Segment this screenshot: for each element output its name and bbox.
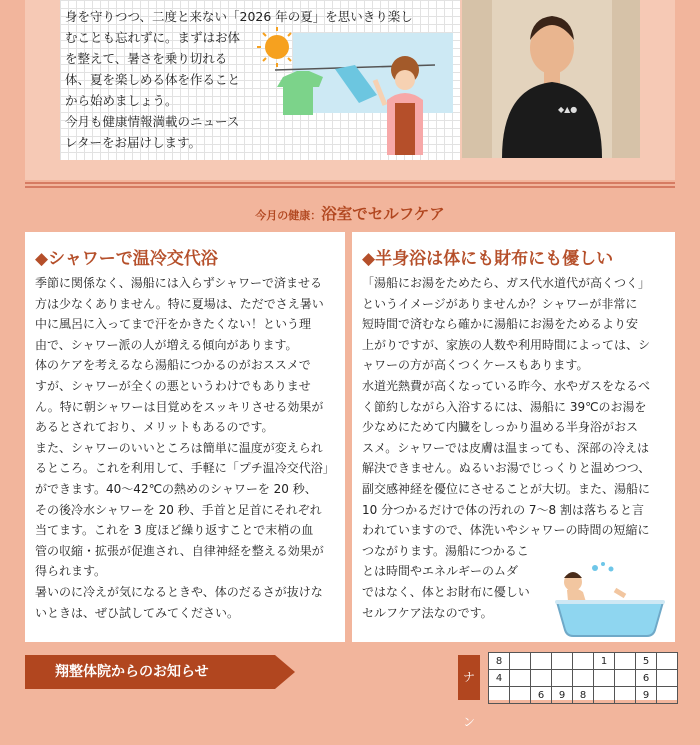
sudoku-cell bbox=[510, 670, 531, 687]
puzzle-label: ナン bbox=[458, 655, 480, 700]
sudoku-cell bbox=[552, 653, 573, 670]
article-line: 得られます。 bbox=[35, 564, 107, 579]
article-line: つながります。湯船につかるこ bbox=[362, 543, 529, 558]
article-line: 10 分つかるだけで体の汚れの 7～8 割は落ちると言 bbox=[362, 502, 644, 517]
article-line: ん。特に朝シャワーは目覚めをスッキリさせる効果が bbox=[35, 399, 324, 414]
sudoku-cell: 8 bbox=[489, 653, 510, 670]
intro-line: むことも忘れずに。まずはお体 bbox=[65, 30, 241, 45]
article-line: ではなく、体とお財布に優しい bbox=[362, 584, 530, 599]
sudoku-cell bbox=[657, 653, 678, 670]
splash-icon bbox=[592, 562, 614, 572]
article-body bbox=[25, 273, 345, 623]
sudoku-cell: 6 bbox=[636, 670, 657, 687]
notice-bar bbox=[25, 655, 295, 689]
article-line: 短時間で済むなら確かに湯船にお湯をためるより安 bbox=[362, 317, 639, 332]
sudoku-cell bbox=[552, 670, 573, 687]
article-line: われていますので、体洗いやシャワーの時間の短縮に bbox=[362, 523, 650, 538]
intro-line: 今月も健康情報満載のニュース bbox=[65, 114, 240, 129]
notice-title: 翔整体院からのお知らせ bbox=[55, 664, 209, 680]
article-line: 「湯船にお湯をためたら、ガス代水道代が高くつく」 bbox=[362, 276, 651, 290]
sudoku-cell bbox=[510, 687, 531, 704]
article-line: 暑いのに冷えが気になるときや、体のだるさが抜けな bbox=[35, 584, 323, 599]
sudoku-cell bbox=[594, 687, 615, 704]
article-line: 由で、シャワー派の人が増える傾向があります。 bbox=[35, 337, 298, 352]
article-line: 副交感神経を優位にさせることが大切。また、湯船に bbox=[362, 481, 651, 496]
intro-line: 身を守りつつ、二度と来ない「2026 年の夏」を思いきり楽し bbox=[65, 9, 413, 24]
article-line: とは時間やエネルギーのムダ bbox=[362, 564, 519, 579]
sudoku-grid bbox=[488, 652, 678, 700]
sudoku-cell bbox=[573, 653, 594, 670]
section-title: 浴室でセルフケア bbox=[321, 205, 445, 223]
intro-paragraph bbox=[65, 6, 413, 153]
sudoku-cell: 9 bbox=[636, 687, 657, 704]
article-line: 方は少なくありません。特に夏場は、ただでさえ暑い bbox=[35, 296, 324, 311]
sudoku-cell: 1 bbox=[594, 653, 615, 670]
staff-photo bbox=[462, 0, 640, 158]
article-line: 季節に関係なく、湯船には入らずシャワーで済ませる bbox=[35, 276, 323, 290]
sudoku-cell bbox=[657, 670, 678, 687]
divider bbox=[25, 186, 675, 188]
sudoku-row bbox=[489, 653, 678, 670]
section-header bbox=[25, 196, 675, 232]
article-line: セルフケア法なのです。 bbox=[362, 605, 493, 620]
article-line: というイメージがありませんか？シャワーが非常に bbox=[362, 296, 638, 311]
article-left bbox=[25, 232, 345, 642]
sun-icon bbox=[265, 35, 289, 59]
section-prefix: 今月の健康： bbox=[255, 209, 322, 222]
sudoku-cell bbox=[510, 653, 531, 670]
article-line: ができます。40～42℃の熱めのシャワーを 20 秒、 bbox=[35, 481, 317, 496]
intro-line: を整えて、暑さを乗り切れる bbox=[65, 51, 228, 66]
sudoku-cell bbox=[657, 687, 678, 704]
article-title: ◆半身浴は体にも財布にも優しい bbox=[362, 249, 614, 269]
article-line: すが、シャワーが全くの悪というわけでもありませ bbox=[35, 378, 311, 393]
sudoku-cell bbox=[531, 653, 552, 670]
article-line: 少なめにためて内臓をしっかり温める半身浴がおス bbox=[362, 420, 639, 435]
article-line: るところ。これを利用して、手軽に「プチ温冷交代浴」 bbox=[35, 461, 335, 476]
sudoku-cell bbox=[615, 687, 636, 704]
laundry-illustration bbox=[255, 25, 455, 155]
intro-line: レターをお届けします。 bbox=[65, 135, 202, 150]
divider bbox=[25, 182, 675, 184]
article-line: 上がりですが、家族の人数や利用時間によっては、シ bbox=[362, 337, 651, 352]
article-title: ◆シャワーで温冷交代浴 bbox=[35, 249, 218, 269]
article-line: ャワーの方が高くつくケースもあります。 bbox=[362, 358, 589, 373]
intro-line: から始めましょう。 bbox=[65, 93, 178, 108]
sudoku-cell: 4 bbox=[489, 670, 510, 687]
sudoku-cell bbox=[594, 670, 615, 687]
article-line: 当てます。これを 3 度ほど繰り返すことで末梢の血 bbox=[35, 523, 314, 538]
sudoku-cell: 6 bbox=[531, 687, 552, 704]
sudoku-cell: 8 bbox=[573, 687, 594, 704]
sudoku-cell bbox=[615, 670, 636, 687]
intro-line: 体、夏を楽しめる体を作ること bbox=[65, 72, 241, 87]
article-line: 中に風呂に入ってまで汗をかきたくない！という理 bbox=[35, 317, 312, 332]
article-line: その後冷水シャワーを 20 秒、手首と足首にそれぞれ bbox=[35, 502, 322, 517]
article-line: 水道光熱費が高くなっている昨今、水やガスをなるべ bbox=[362, 378, 651, 393]
sudoku-row bbox=[489, 670, 678, 687]
article-line: また、シャワーのいいところは簡単に温度が変えられ bbox=[35, 440, 323, 455]
article-line: 管の収縮・拡張が促進され、自律神経を整える効果が bbox=[35, 543, 324, 558]
sudoku-row bbox=[489, 687, 678, 704]
article-line: 解決できません。ぬるいお湯でじっくりと温めつつ、 bbox=[362, 461, 651, 476]
bath-illustration bbox=[555, 560, 665, 640]
sudoku-cell bbox=[489, 687, 510, 704]
sudoku-cell bbox=[615, 653, 636, 670]
article-line: いときは、ぜひ試してみてください。 bbox=[35, 605, 240, 620]
svg-text:◆▲●: ◆▲● bbox=[558, 105, 578, 114]
sudoku-cell: 5 bbox=[636, 653, 657, 670]
article-line: あるとされており、メリットもあるのです。 bbox=[35, 420, 274, 435]
sudoku-cell: 9 bbox=[552, 687, 573, 704]
article-line: 体のケアを考えるなら湯船につかるのがおススメで bbox=[35, 358, 311, 373]
article-line: スメ。シャワーでは皮膚は温まっても、深部の冷えは bbox=[362, 440, 650, 455]
sudoku-cell bbox=[573, 670, 594, 687]
article-line: く節約しながら入浴するには、湯船に 39℃のお湯を bbox=[362, 399, 647, 414]
sudoku-cell bbox=[531, 670, 552, 687]
